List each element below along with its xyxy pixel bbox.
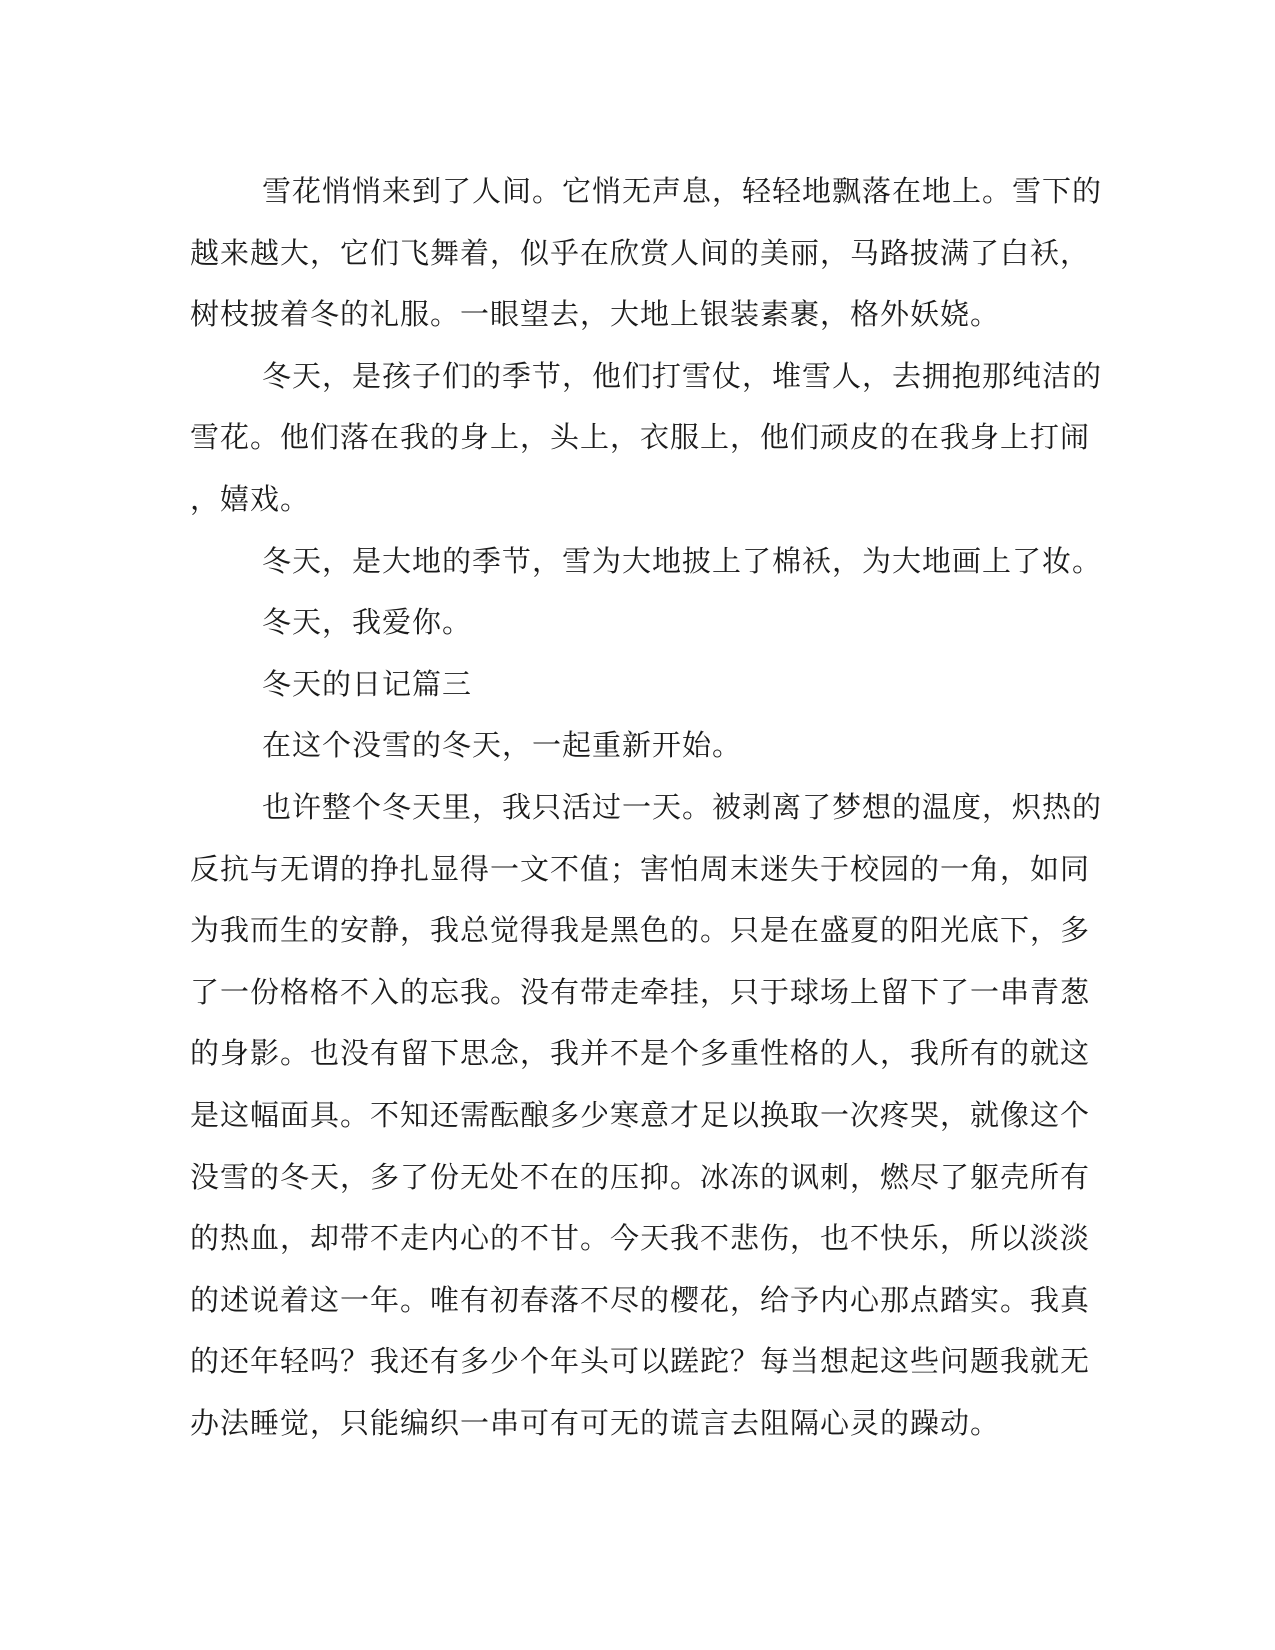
document-body (190, 161, 1103, 1454)
paragraph (190, 592, 1078, 654)
text-line: 是这幅面具。不知还需酝酿多少寒意才足以换取一次疼哭，就像这个 (190, 1097, 1091, 1132)
text-line: 的热血，却带不走内心的不甘。今天我不悲伤，也不快乐，所以淡淡 (190, 1221, 1091, 1256)
text-line: 在这个没雪的冬天，一起重新开始。 (262, 728, 743, 763)
text-line: 雪花。他们落在我的身上，头上，衣服上，他们顽皮的在我身上打闹 (190, 420, 1091, 455)
text-line: 的身影。也没有留下思念，我并不是个多重性格的人，我所有的就这 (190, 1036, 1091, 1071)
text-line: 了一份格格不入的忘我。没有带走牵挂，只于球场上留下了一串青葱 (190, 974, 1091, 1009)
text-line: 为我而生的安静，我总觉得我是黑色的。只是在盛夏的阳光底下，多 (190, 913, 1091, 948)
text-line: 办法睡觉，只能编织一串可有可无的谎言去阻隔心灵的躁动。 (190, 1405, 1001, 1440)
paragraph (190, 777, 1103, 1455)
text-line: 冬天，我爱你。 (262, 605, 473, 640)
text-line: 越来越大，它们飞舞着，似乎在欣赏人间的美丽，马路披满了白袄， (190, 235, 1091, 270)
paragraph (190, 654, 1078, 716)
text-line: 冬天，是孩子们的季节，他们打雪仗，堆雪人，去拥抱那纯洁的 (262, 358, 1103, 393)
text-line: 冬天，是大地的季节，雪为大地披上了棉袄，为大地画上了妆。 (262, 543, 1103, 578)
text-line: 雪花悄悄来到了人间。它悄无声息，轻轻地飘落在地上。雪下的 (262, 174, 1103, 208)
paragraph (190, 346, 1103, 531)
text-line: 没雪的冬天，多了份无处不在的压抑。冰冻的讽刺，燃尽了躯壳所有 (190, 1159, 1091, 1194)
paragraph (190, 531, 1103, 593)
text-line: ，嬉戏。 (190, 481, 311, 516)
text-line: 的述说着这一年。唯有初春落不尽的樱花，给予内心那点踏实。我真 (190, 1282, 1091, 1317)
text-line: 冬天的日记篇三 (262, 666, 473, 701)
text-line: 的还年轻吗？我还有多少个年头可以蹉跎？每当想起这些问题我就无 (190, 1344, 1091, 1379)
paragraph (190, 161, 1103, 346)
text-line: 反抗与无谓的挣扎显得一文不值；害怕周末迷失于校园的一角，如同 (190, 851, 1091, 886)
text-line: 树枝披着冬的礼服。一眼望去，大地上银装素裹，格外妖娆。 (190, 297, 1001, 332)
paragraph (190, 715, 1078, 777)
text-line: 也许整个冬天里，我只活过一天。被剥离了梦想的温度，炽热的 (262, 789, 1103, 824)
